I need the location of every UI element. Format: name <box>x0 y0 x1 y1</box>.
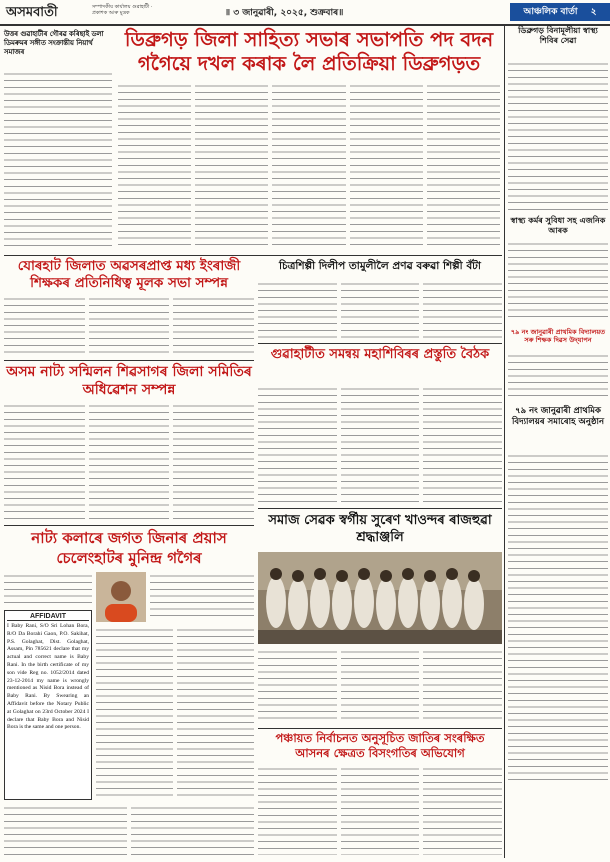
text-column <box>272 82 345 250</box>
text-column <box>4 402 85 522</box>
story-body-artist <box>258 280 502 340</box>
text-column <box>89 402 170 522</box>
story-headline-top: ডিব্ৰুগড় জিলা সাহিত্য সভাৰ সভাপতি পদ বদন গগৈয়ে দখল কৰাক লৈ প্ৰতিক্ৰিয়া ডিব্ৰুগড়ত <box>124 28 494 75</box>
text-column <box>423 648 502 724</box>
text-column <box>341 385 420 507</box>
text-column <box>195 82 268 250</box>
story-headline-artist: চিত্ৰশিল্পী দিলীপ তামুলীলৈ প্ৰণৱ বৰুৱা শিল্পী বঁটা <box>279 260 481 272</box>
horizontal-divider <box>4 525 254 526</box>
affidavit-title: AFFIDAVIT <box>7 613 89 621</box>
story-body-left-top <box>4 70 112 252</box>
horizontal-divider <box>4 255 502 256</box>
text-column <box>173 295 254 357</box>
page-number: ২ <box>590 7 597 17</box>
story-body-drama-b <box>150 572 254 622</box>
story-body-guwahati <box>258 385 502 507</box>
story-headline-drama: নাট্য কলাৰে জগত জিনাৰ প্ৰয়াস চেলেংহাটৰ মুনিন্দ্ৰ গগৈৰ <box>31 529 227 567</box>
text-column <box>177 626 254 800</box>
story-body-bottom-left <box>4 804 254 856</box>
text-column <box>423 385 502 507</box>
text-column <box>96 626 173 800</box>
story-body-drama-c <box>96 626 254 800</box>
horizontal-divider <box>258 508 502 509</box>
story-body-memorial <box>258 648 502 724</box>
story-body-school-red <box>508 352 608 402</box>
text-column <box>427 82 500 250</box>
text-column <box>341 280 420 340</box>
text-column <box>423 765 502 855</box>
story-headline-right-top: ডিব্ৰুগড় বিনামূলীয়া স্বাস্থ্য শিবিৰ সেৱা <box>518 26 598 45</box>
text-column <box>258 280 337 340</box>
text-column <box>89 295 170 357</box>
story-headline-jorhat: যোৰহাট জিলাত অৱসৰপ্ৰাপ্ত মধ্য ইংৰাজী শিক্ষকৰ প্ৰতিনিধিত্ব মূলক সভা সম্পন্ন <box>17 258 241 291</box>
vertical-divider <box>504 26 505 858</box>
group-photo-illustration <box>258 552 502 644</box>
text-column <box>118 82 191 250</box>
story-headline-memorial: সমাজ সেৱক স্বৰ্গীয় সুৰেণ খাওন্দৰ ৰাজহুৱা শ্ৰদ্ধাঞ্জলি <box>268 513 492 545</box>
text-column <box>341 648 420 724</box>
memorial-group-photo <box>258 552 502 644</box>
story-body-top <box>118 82 500 250</box>
issue-date: ॥ ৩ জানুৱাৰী, ২০২৫, শুক্ৰবাৰ॥ <box>225 8 344 18</box>
text-column <box>258 765 337 855</box>
story-headline-school: ৭৯ নং জানুৱাৰী প্ৰাথমিক বিদ্যালয়ৰ সমাৰোহ অনুষ্ঠান <box>511 406 605 427</box>
text-column <box>423 280 502 340</box>
story-headline-panchayat: পঞ্চায়ত নিৰ্বাচনত অনুসূচিত জাতিৰ সংৰক্ষিত আসনৰ ক্ষেত্ৰত বিসংগতিৰ অভিযোগ <box>275 731 485 760</box>
story-body-right-top <box>508 60 608 212</box>
story-body-school <box>508 452 608 782</box>
story-body-panchayat <box>258 765 502 855</box>
affidavit-body: I Baby Rani, S/O Sri Lohan Bora, R/O Da Borahi Gaon, P.O. Sakihat, P.S. Golaghat, Dist. Golaghat, Assam, Pin 785621 declare that my actual and correct name is Baby Rani. In the birth certificate of my son vide Reg no. 1052/2014 dated 23-12-2014 my name is wrongly mentioned as Nisid Bora instead of Baby Rani. By Swearing an Affidavit before the Notary Public at Golaghat on 23rd October 2024 I declare that Baby Bora and Nisid Bora is the same and one person. <box>7 623 89 731</box>
affidavit-notice <box>4 610 92 800</box>
horizontal-divider <box>4 360 254 361</box>
text-column <box>131 804 254 856</box>
story-headline-natya: অসম নাট্য সন্মিলন শিৱসাগৰ জিলা সমিতিৰ অধিৱেশন সম্পন্ন <box>6 364 252 398</box>
horizontal-divider <box>258 728 502 729</box>
portrait-illustration <box>96 572 146 622</box>
section-label: আঞ্চলিক বাৰ্তা <box>523 7 578 17</box>
text-column <box>341 765 420 855</box>
text-column <box>350 82 423 250</box>
story-body-drama-a <box>4 572 92 606</box>
story-body-right-mid <box>508 240 608 320</box>
masthead-info: সম্পাদকীয় কাৰ্যালয় গুৱাহাটী · প্ৰকাশক আৰু মুদ্ৰক <box>92 4 153 16</box>
horizontal-divider <box>258 343 502 344</box>
story-body-jorhat <box>4 295 254 357</box>
portrait-photo <box>96 572 146 622</box>
story-headline-right-mid: স্বাস্থ্য কৰ্মৰ সুবিধা সহ এজনিক আৰক <box>510 216 606 235</box>
text-column <box>173 402 254 522</box>
text-column <box>258 385 337 507</box>
text-column <box>258 648 337 724</box>
newspaper-logo: অসমবাতী <box>6 5 58 20</box>
story-body-natya <box>4 402 254 522</box>
story-headline-school-red: ৭৯ নং জানুৱাৰী প্ৰাথমিক বিদ্যালয়ত সৰু শিক্ষক দিৱস উদ্‌যাপন <box>510 328 606 344</box>
text-column <box>4 804 127 856</box>
section-title-tab <box>510 3 610 21</box>
text-column <box>4 295 85 357</box>
story-headline-left-top: উত্তৰ গুৱাহাটীৰ গৌৰৱ কৰিছাই ডলা ডিমৰুমৰ সঙ্গীত সংক্ৰান্তীয় নিয়াৰ্থ সমাজৰ <box>4 30 104 56</box>
story-headline-guwahati: গুৱাহাটীত সমন্বয় মহাশিবিৰৰ প্ৰস্তুতি বৈঠক <box>270 347 490 362</box>
